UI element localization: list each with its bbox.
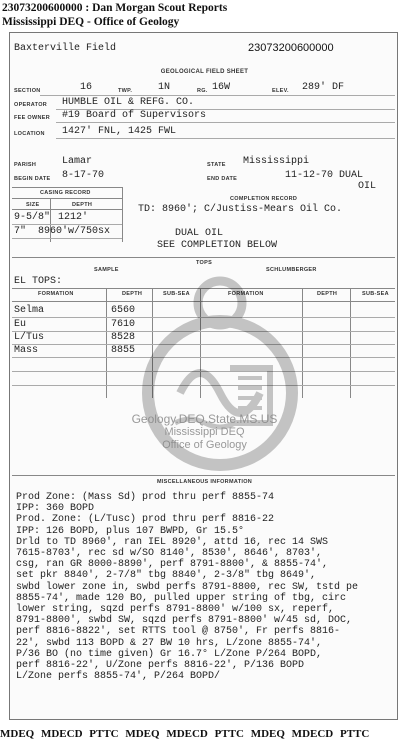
field-name: Baxterville Field xyxy=(14,43,117,54)
elev-label: ELEV. xyxy=(272,88,289,94)
report-title: 23073200600000 : Dan Morgan Scout Reports xyxy=(2,2,228,14)
parish-label: PARISH xyxy=(14,162,37,168)
rg-value: 16W xyxy=(212,82,231,93)
operator-value: HUMBLE OIL & REFG. CO. xyxy=(62,97,195,108)
sheet-title: GEOLOGICAL FIELD SHEET xyxy=(160,69,249,75)
misc-line: IPP: 126 BOPD, plus 107 BWPD, Gr 15.5° xyxy=(16,525,245,537)
operator-label: OPERATOR xyxy=(14,102,48,108)
casing-row-1-size: 9-5/8" xyxy=(14,212,51,223)
watermark-agency: Mississippi DEQ xyxy=(164,426,245,438)
schlum-depth-header: DEPTH xyxy=(317,291,338,297)
top-3-depth: 8528 xyxy=(111,332,136,343)
twp-value: 1N xyxy=(158,82,171,93)
misc-line: 7615-8703', rec sd w/SO 8140', 8530', 8646', 8703', xyxy=(16,548,323,560)
twp-label: TWP. xyxy=(118,88,133,94)
top-1-formation: Selma xyxy=(14,305,45,316)
state-value: Mississippi xyxy=(243,156,310,167)
sample-formation-header: FORMATION xyxy=(38,291,74,297)
watermark-office: Office of Geology xyxy=(162,439,247,451)
end-date-value: 11-12-70 DUAL xyxy=(285,170,364,181)
schlumberger-label: SCHLUMBERGER xyxy=(266,267,317,273)
location-label: LOCATION xyxy=(14,131,45,137)
misc-line: lower string, sqzd perfs 8791-8800' w/100 sx, reperf, xyxy=(16,604,335,616)
casing-record-label: CASING RECORD xyxy=(40,190,91,196)
el-tops-label: EL TOPS: xyxy=(14,276,63,287)
watermark-url: Geology.DEQ.State.MS.US xyxy=(131,412,278,426)
misc-line: Prod Zone: (Mass Sd) prod thru perf 8855-74 xyxy=(16,492,275,503)
misc-line: 8855-74', made 120 BO, pulled upper string of tbg, circ xyxy=(16,592,347,604)
elev-value: 289' DF xyxy=(302,82,345,93)
misc-line: L/Zone perfs 8855-74', P/264 BOPD/ xyxy=(16,671,221,683)
completion-note-1: DUAL OIL xyxy=(175,228,224,239)
sample-label: SAMPLE xyxy=(94,267,119,273)
misc-line: Prod. Zone: (L/Tusc) prod thru perf 8816-22 xyxy=(16,514,275,526)
parish-value: Lamar xyxy=(62,156,93,167)
footer-banner: MDEQ MDECD PTTC MDEQ MDECD PTTC MDEQ MDECD PTTC xyxy=(0,728,370,740)
schlum-formation-header: FORMATION xyxy=(228,291,264,297)
misc-line: 8791-8800', swbd SW, sqzd perfs 8791-8800' w/45 sd, DOC, xyxy=(16,615,353,627)
misc-line: IPP: 360 BOPD xyxy=(16,503,95,515)
casing-row-1-depth: 1212' xyxy=(58,212,89,223)
sample-subsea-header: SUB-SEA xyxy=(163,291,190,297)
api-number: 23073200600000 xyxy=(248,42,334,54)
section-label: SECTION xyxy=(14,88,41,94)
state-label: STATE xyxy=(207,162,226,168)
top-1-depth: 6560 xyxy=(111,305,136,316)
report-subtitle: Mississippi DEQ - Office of Geology xyxy=(2,16,180,28)
schlum-subsea-header: SUB-SEA xyxy=(362,291,389,297)
tops-label: TOPS xyxy=(196,260,213,266)
casing-row-2-size: 7" xyxy=(14,226,27,237)
completion-record-label: COMPLETION RECORD xyxy=(230,196,298,202)
casing-depth-header: DEPTH xyxy=(72,202,93,208)
top-2-formation: Eu xyxy=(14,319,27,330)
misc-line: set pkr 8840', 2-7/8" tbg 8840', 2-3/8" tbg 8649', xyxy=(16,570,317,582)
misc-line: csg, ran GR 8000-8890', perf 8791-8800', & 8855-74', xyxy=(16,559,329,571)
end-date-suffix: OIL xyxy=(358,181,377,192)
misc-info-label: MISCELLANEOUS INFORMATION xyxy=(156,479,253,485)
begin-date-label: BEGIN DATE xyxy=(14,176,51,182)
begin-date-value: 8-17-70 xyxy=(62,170,105,181)
fee-owner-label: FEE OWNER xyxy=(14,115,51,121)
completion-note-2: SEE COMPLETION BELOW xyxy=(157,240,278,251)
misc-line: 22', swbd 113 BOPD & 27 BW 10 hrs, L/zone 8855-74', xyxy=(16,637,323,649)
location-value: 1427' FNL, 1425 FWL xyxy=(62,126,177,137)
top-2-depth: 7610 xyxy=(111,319,136,330)
misc-line: swbd lower zone in, swbd perfs 8791-8800, rec SW, tstd pe xyxy=(16,581,359,593)
mdeq-seal-watermark xyxy=(120,273,320,483)
completion-record-value: TD: 8960'; C/Justiss-Mears Oil Co. xyxy=(138,204,343,215)
geological-field-sheet xyxy=(9,32,398,720)
top-4-formation: Mass xyxy=(14,345,39,356)
end-date-label: END DATE xyxy=(207,176,238,182)
misc-line: P/36 BO (no time given) Gr 16.7° L/Zone P/264 BOPD, xyxy=(16,648,323,660)
misc-info-text xyxy=(16,492,396,682)
section-value: 16 xyxy=(80,82,93,93)
rg-label: RG. xyxy=(197,88,208,94)
top-3-formation: L/Tus xyxy=(14,332,45,343)
misc-line: Drld to TD 8960', ran IEL 8920', attd 16, rec 14 SWS xyxy=(16,536,329,548)
casing-size-header: SIZE xyxy=(26,202,40,208)
sample-depth-header: DEPTH xyxy=(122,291,143,297)
top-4-depth: 8855 xyxy=(111,345,136,356)
casing-row-2-depth: 8960'w/750sx xyxy=(38,226,111,237)
misc-line: perf 8816-8822', set RTTS tool @ 8750', Fr perfs 8816- xyxy=(16,626,341,638)
fee-owner-value: #19 Board of Supervisors xyxy=(62,110,207,121)
misc-line: perf 8816-22', U/Zone perfs 8816-22', P/136 BOPD xyxy=(16,660,305,672)
